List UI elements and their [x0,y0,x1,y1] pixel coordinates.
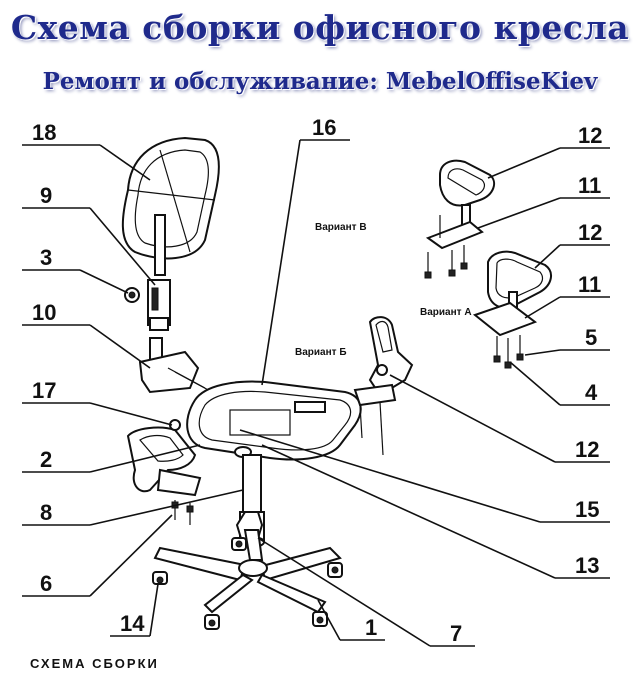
callout-label: 9 [40,183,53,208]
callout-label: 13 [575,553,600,578]
callout-label: 12 [578,220,603,245]
callout-label: 10 [32,300,57,325]
callout-label: 6 [40,571,53,596]
callout-label: 4 [585,380,598,405]
callout-label: 11 [578,173,602,198]
armrest-variant-v [425,161,494,278]
variant-v-label: Вариант В [315,222,367,233]
callout-label: 12 [578,123,603,148]
variant-b-label: Вариант Б [295,347,347,358]
caster [328,563,342,577]
callout-label: 2 [40,447,53,472]
callout-label: 1 [365,615,378,640]
caster [205,615,219,629]
callout-label: 15 [575,497,600,522]
seat [187,382,361,460]
caster [232,538,246,550]
callout-label: 17 [32,378,57,403]
caster [153,572,167,584]
callout-label: 3 [40,245,53,270]
back-support-arm [140,338,212,392]
backrest [123,138,219,275]
callout-label: 5 [585,325,598,350]
callout-label: 14 [120,611,145,636]
star-base [155,530,340,612]
callout-label: 11 [578,272,602,297]
diagram-caption: СХЕМА СБОРКИ [30,656,159,671]
diagram-subtitle: Ремонт и обслуживание: MebelOffiseKiev [42,68,598,95]
callout-label: 8 [40,500,53,525]
right-armrest-b [355,317,412,455]
back-bracket [125,280,170,330]
callout-label: 18 [32,120,57,145]
callout-label: 7 [450,621,463,646]
diagram-title: Схема сборки офисного кресла [10,8,630,47]
callout-label: 16 [312,115,337,140]
callout-label: 12 [575,437,600,462]
variant-a-label: Вариант А [420,307,472,318]
